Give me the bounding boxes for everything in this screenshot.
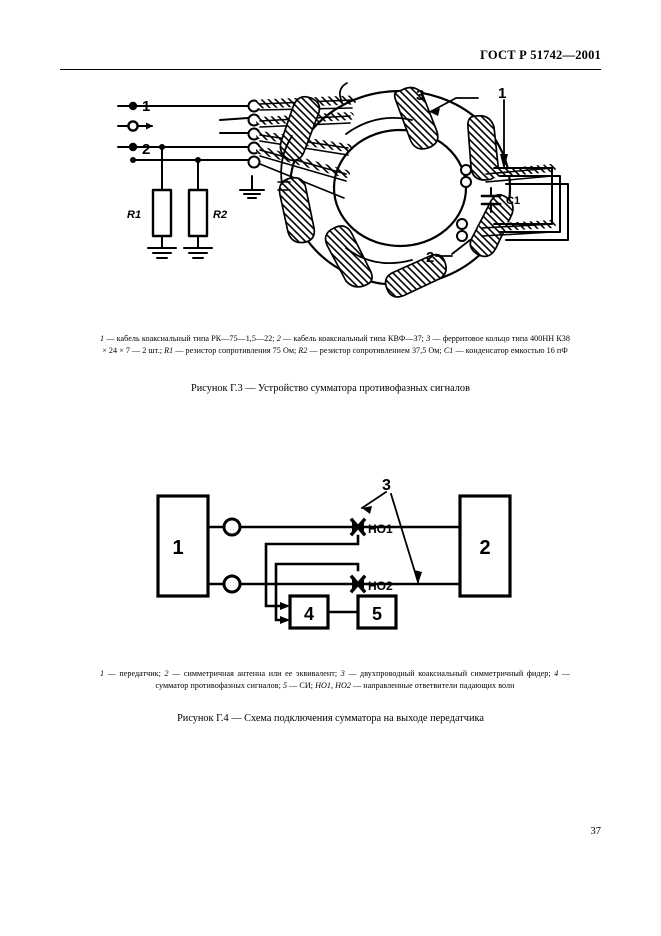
fig1-resistor-r1-label: R1	[127, 209, 142, 221]
fig1-capacitor-c1-label: C1	[506, 195, 521, 207]
terminal-1-dot	[129, 102, 137, 110]
terminal-2-dot	[129, 143, 137, 151]
fig2-block-1-label: 1	[172, 537, 184, 559]
figure-g3-caption: Рисунок Г.3 — Устройство сумматора противофазных сигналов	[191, 383, 470, 394]
fig2-callout-3: 3	[382, 478, 391, 494]
resistor-r1-body	[153, 190, 171, 236]
fig1-callout-3: 3	[416, 87, 425, 104]
fig1-callout-2: 2	[426, 249, 435, 266]
fig1-callout-1: 1	[498, 85, 507, 102]
fig2-coupler-ho2-label: НО2	[368, 579, 393, 593]
figure-g3-diagram	[100, 78, 570, 308]
page-number: 37	[590, 826, 601, 837]
fig1-terminal-2-label: 2	[142, 141, 151, 158]
coupler-ho2-symbol	[352, 577, 364, 591]
ferrite-bead-lower	[224, 576, 240, 592]
figure-g4-caption: Рисунок Г.4 — Схема подключения сумматора на выходе передатчика	[177, 713, 484, 724]
header-divider	[60, 69, 601, 70]
standard-number: ГОСТ Р 51742—2001	[480, 48, 601, 62]
figure-g4-diagram	[150, 478, 520, 643]
fig2-block-5-label: 5	[371, 604, 383, 624]
fig2-block-2-label: 2	[479, 537, 491, 559]
coupler-ho1-symbol	[352, 520, 364, 534]
fig1-resistor-r2-label: R2	[213, 209, 228, 221]
resistor-r2-body	[189, 190, 207, 236]
page-header	[60, 46, 601, 64]
transmitter-connection-scheme	[150, 478, 520, 643]
ferrite-bead-upper	[224, 519, 240, 535]
figure-g3-legend: 1 — кабель коаксиальный типа РК—75—1,5—22; 2 — кабель коаксиальный типа КВФ—37; 3 — ферритовое кольцо типа 400НН К38 × 24 × 7 — 2 шт.; R1 — резистор сопротивления 75 Ом; R2 — резистор сопротивлением 37,5 Ом; C1 — конденсатор емкостью 16 пФ	[100, 334, 570, 355]
fig1-terminal-1-label: 1	[142, 98, 151, 115]
summator-device-drawing	[100, 78, 570, 308]
figure-g4-legend: 1 — передатчик; 2 — симметричная антенна или ее эквивалент; 3 — двухпроводный коаксиальный симметричный фидер; 4 — сумматор противофазных сигналов; 5 — СИ; НО1, НО2 — направленные ответвители падающих волн	[100, 669, 570, 690]
fig2-block-4-label: 4	[303, 604, 315, 624]
fig2-coupler-ho1-label: НО1	[368, 522, 393, 536]
ferrite-ring-inner	[334, 130, 466, 246]
